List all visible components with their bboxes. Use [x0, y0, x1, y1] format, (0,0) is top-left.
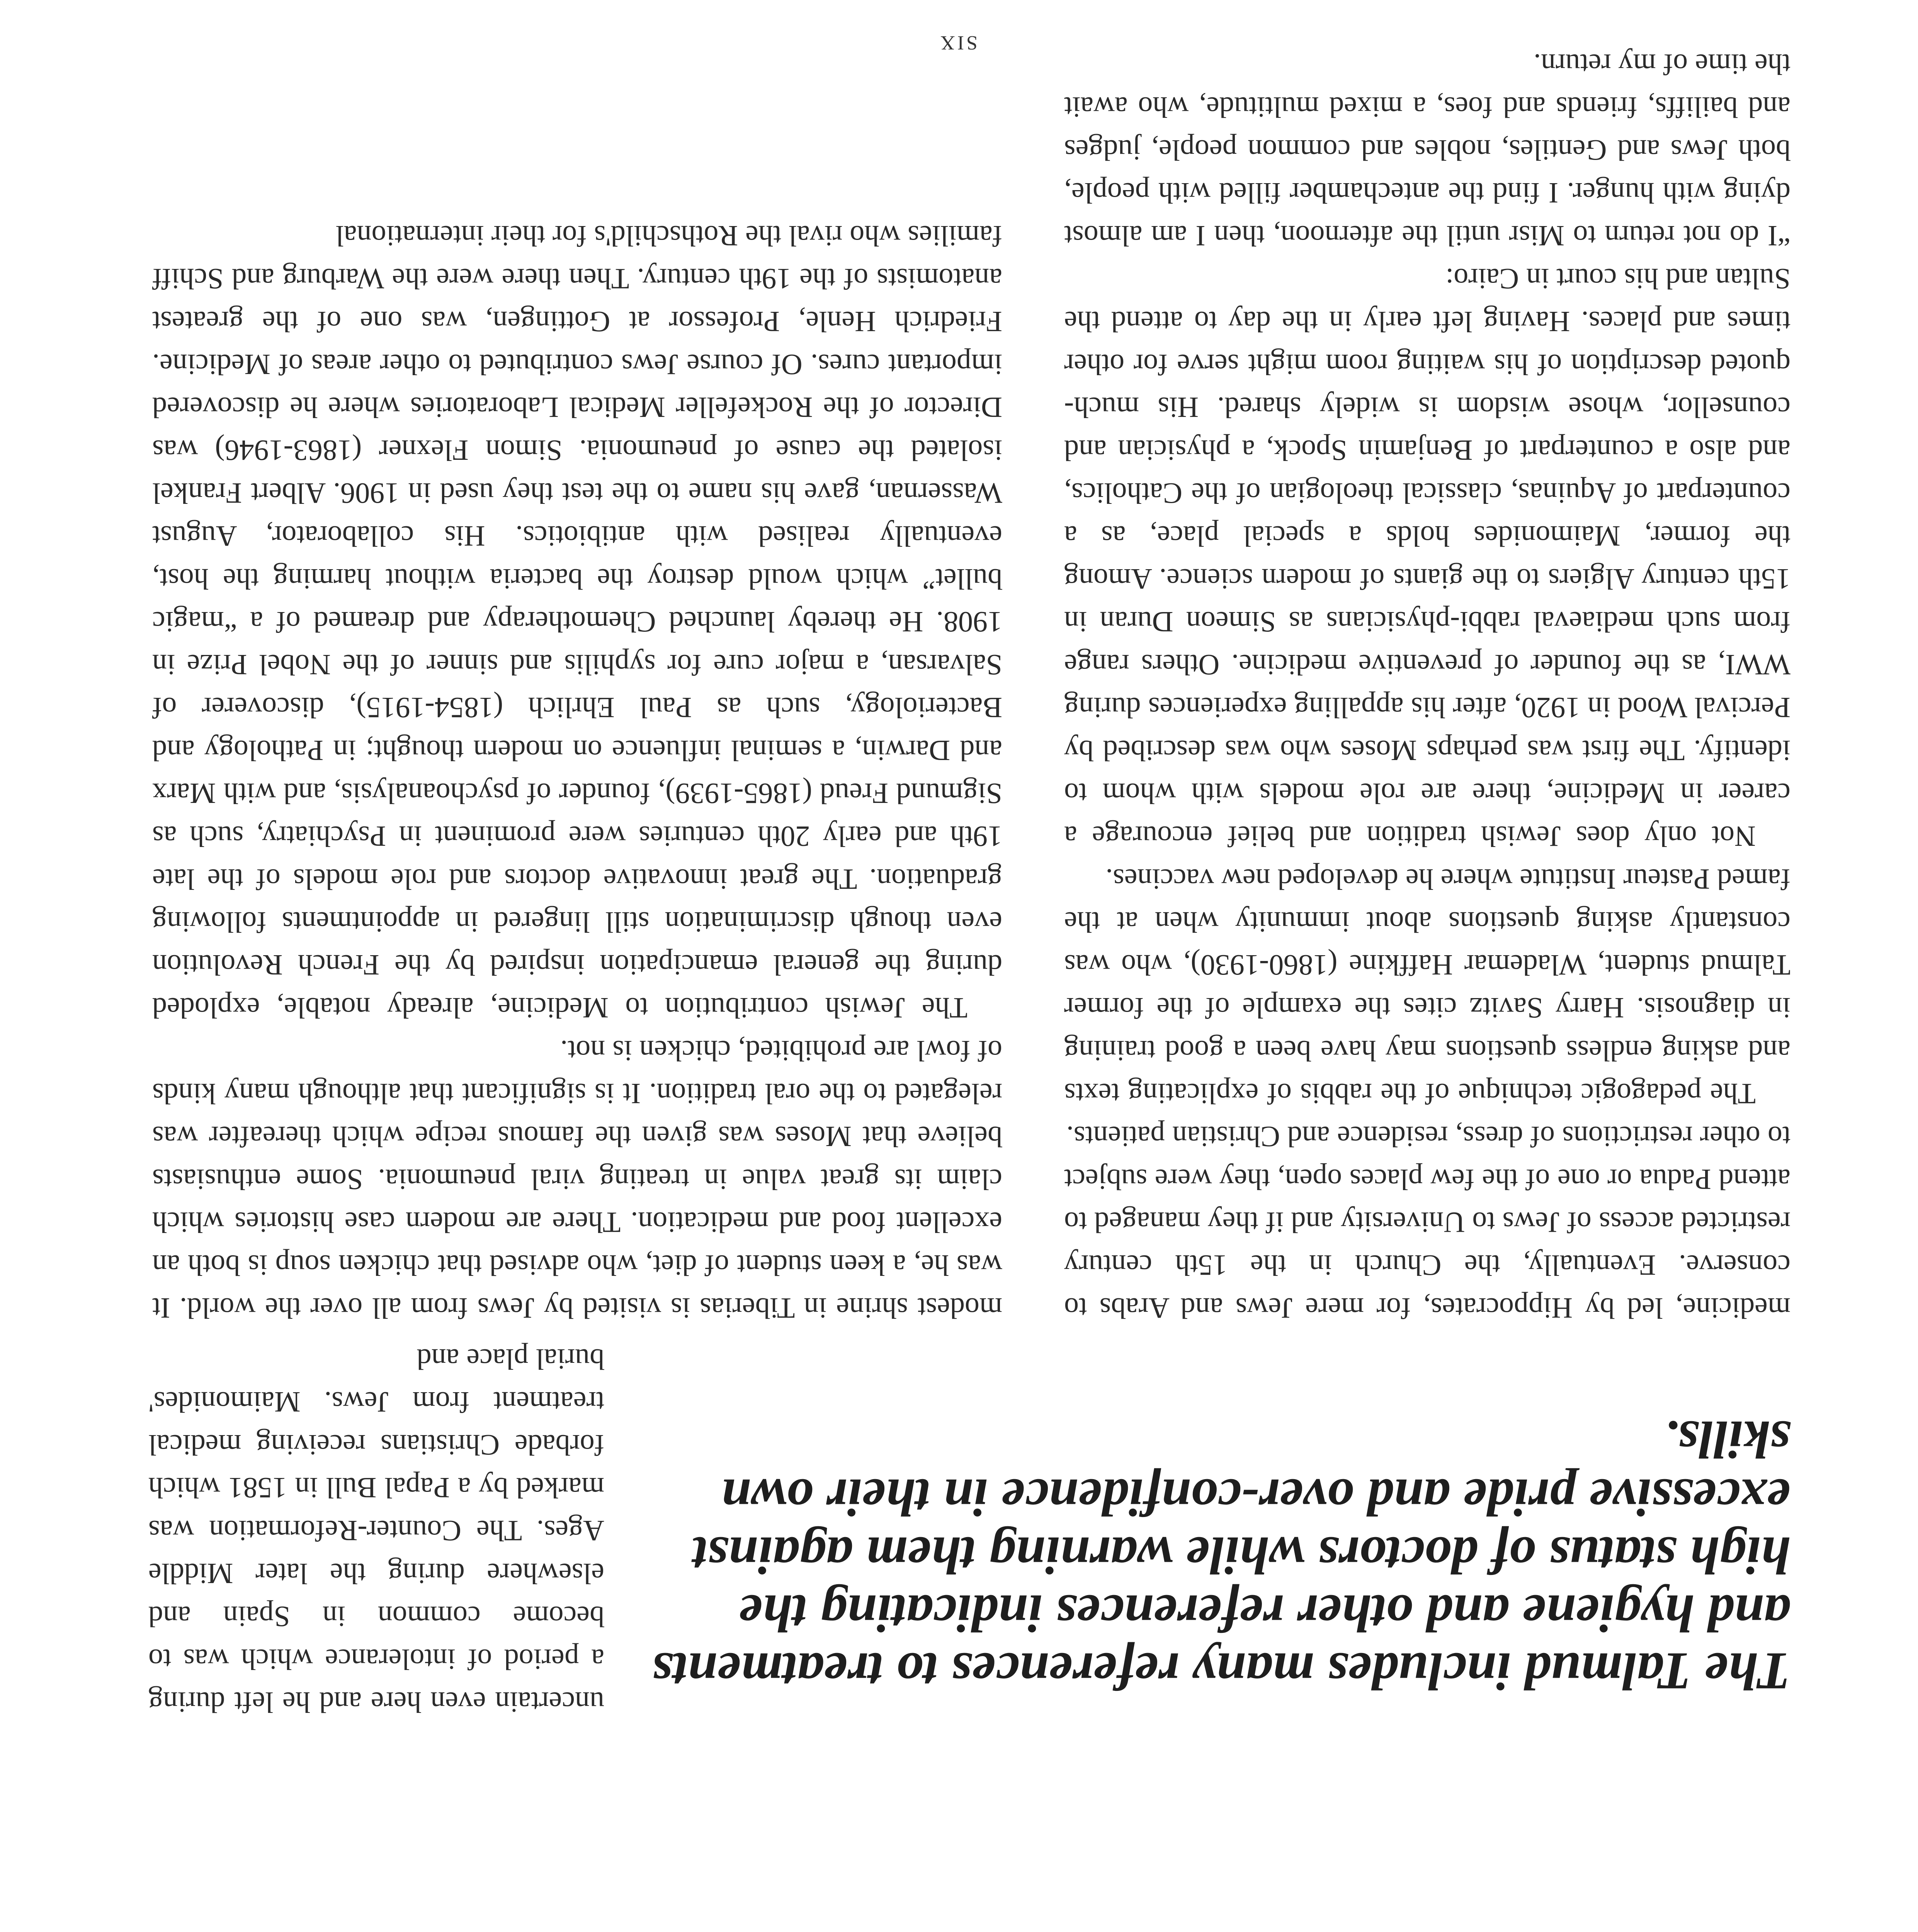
paragraph: uncertain even here and he left during a period of intolerance which was to become common in Spain and elsewhere during the later Middle Ages. The Counter-Reformation was marked by a Papal Bull in 1581 which forbade Christians receiving medical treatment from Jews. Maimonides' burial place and [148, 1343, 604, 1718]
pull-quote: The Talmud includes many references to treatments and hygiene and other references indicating the high status of doctors while warning them against excessive pride and over-confidence in their own skills. [652, 1410, 1790, 1701]
paragraph: The pedagogic technique of the rabbis of explicating texts and asking endless questions may have been a good training in diagnosis. Harry Savitz cites the example of the former Talmud student, Wlademar Haffkine (1860-1930), who was constantly asking questions about immunity when at the famed Pasteur Institute where he developed new vaccines. [1064, 863, 1790, 1110]
paragraph: medicine, led by Hippocrates, for mere Jews and Arabs to conserve. Eventually, the Church in the 15th century restricted access of Jews to University and if they managed to attend Padua or one of the few places open, they were subject to other restrictions of dress, residence and Christian patients. [1064, 1120, 1790, 1324]
paragraph: The Jewish contribution to Medicine, already notable, exploded during the general emancipation inspired by the French Revolution even though discrimination still lingered in appointments following graduation. The great innovative doctors and role models of the late 19th and early 20th centuries were prominent in Psychiatry, such as Sigmund Freud (1865-1939), founder of psychoanalysis, and with Marx and Darwin, a seminal influence on modern thought; in Pathology and Bacteriology, such as Paul Ehrlich (1854-1915), discoverer of Salvarsan, a major cure for syphilis and sinner of the Nobel Prize in 1908. He thereby launched Chemotherapy and dreamed of a “magic bullet” which would destroy the bacteria without harming the host, eventually realised with antibiotics. His collaborator, August Wassernan, gave his name to the test they used in 1906. Albert Frankel isolated the cause of pneumonia. Simon Flexner (1863-1946) was Director of the Rockefeller Medical Laboratories where he discovered important cures. Of course Jews contributed to other areas of Medicine. Friedrich Henle, Professor at Gottingen, was one of the greatest anatomists of the 19th century. Then there were the Warburg and Schiff families who rival the Rothschild's for their international [152, 219, 1002, 1024]
page-number: SIX [938, 32, 978, 54]
article-column-right-narrow [148, 1337, 604, 1723]
paragraph: modest shrine in Tiberias is visited by Jews from all over the world. It was he, a keen student of diet, who advised that chicken soup is both an excellent food and medication. There are modern case histories which claim its great value in treating viral pneumonia. Some enthusiasts believe that Moses was given the famous recipe which thereafter was relegated to the oral tradition. It is significant that although many kinds of fowl are prohibited, chicken is not. [152, 1034, 1002, 1324]
article-column-left-bottom [1064, 43, 1790, 1329]
paragraph: “I do not return to Misr until the afternoon, then I am almost dying with hunger. I find the antechamber filled with people, both Jews and Gentiles, nobles and common people, judges and bailiffs, friends and foes, a mixed multitude, who await the time of my return. [1064, 48, 1790, 252]
paragraph: Not only does Jewish tradition and belief encourage a career in Medicine, there are role models with whom to identify. The first was perhaps Moses who was described by Percival Wood in 1920, after his appalling experiences during WWI, as the founder of preventive medicine. Others range from such mediaeval rabbi-physicians as Simeon Duran in 15th century Algiers to the giants of modern science. Among the former, Maimonides holds a special place, as a counterpart of Aquinas, classical theologian of the Catholics, and also a counterpart of Benjamin Spock, a physician and counsellor, whose wisdom is widely shared. His much-quoted description of his waiting room might serve for other times and places. Having left early in the day to attend the Sultan and his court in Cairo: [1064, 262, 1790, 852]
article-column-right-bottom [152, 214, 1002, 1329]
